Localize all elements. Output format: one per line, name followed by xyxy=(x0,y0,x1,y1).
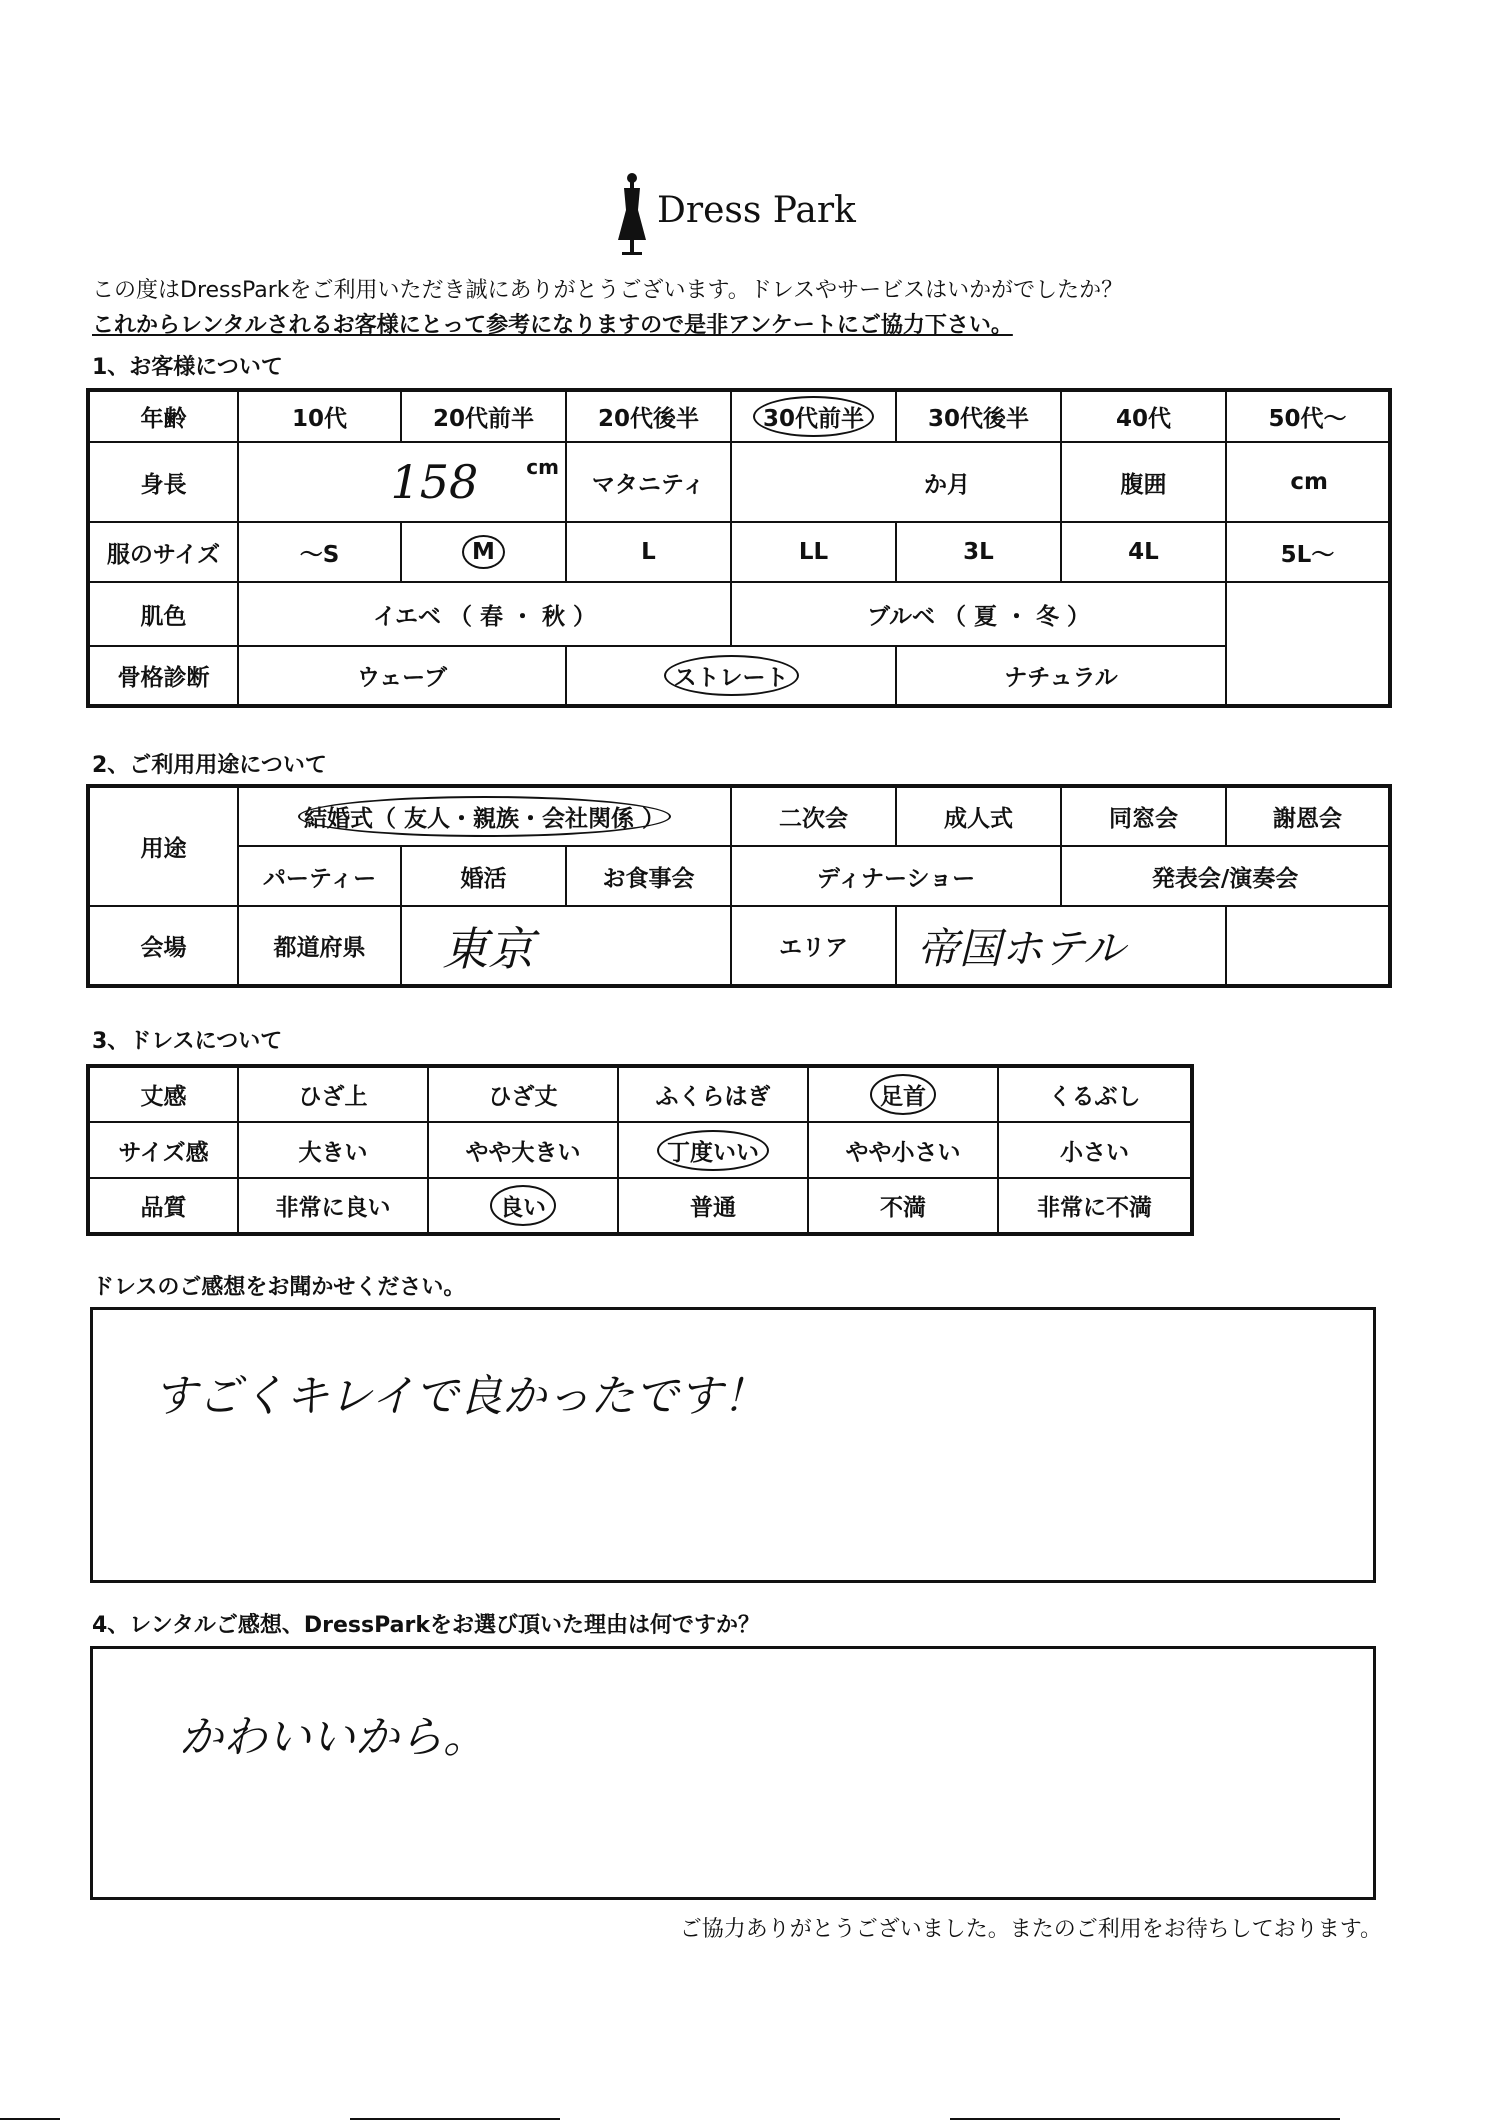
skin-blue-option[interactable]: ブルベ （ 夏 ・ 冬 ） xyxy=(731,582,1226,646)
fit-row xyxy=(88,1122,1192,1178)
impressions-prompt: ドレスのご感想をお聞かせください。 xyxy=(92,1275,466,1300)
quality-row xyxy=(88,1178,1192,1234)
area-field[interactable] xyxy=(896,906,1226,986)
logo xyxy=(612,170,856,260)
maternity-label: マタニティ xyxy=(566,442,731,522)
intro-line-1: この度はDressParkをご利用いただき誠にありがとうございます。ドレスやサービスはいかがでしたか？ xyxy=(92,278,1124,303)
maternity-unit: か月 xyxy=(924,471,970,498)
quality-option[interactable]: 普通 xyxy=(618,1178,808,1234)
length-option[interactable]: ひざ丈 xyxy=(428,1066,618,1122)
waist-unit: cm xyxy=(1290,469,1328,495)
frame-row xyxy=(88,646,1390,706)
purpose-label: 用途 xyxy=(88,786,238,906)
length-option[interactable]: ふくらはぎ xyxy=(618,1066,808,1122)
size-row xyxy=(88,522,1390,582)
scan-mark xyxy=(350,2118,560,2120)
size-option[interactable]: 5L～ xyxy=(1226,522,1390,582)
section-1-title: 1、お客様について xyxy=(92,355,283,380)
purpose-row-1 xyxy=(88,786,1390,846)
footer-thanks: ご協力ありがとうございました。またのご利用をお待ちしております。 xyxy=(679,1917,1382,1942)
age-row xyxy=(88,390,1390,442)
purpose-option[interactable]: 謝恩会 xyxy=(1226,786,1390,846)
frame-option[interactable]: ウェーブ xyxy=(238,646,566,706)
scan-mark xyxy=(950,2118,1340,2120)
fit-label: サイズ感 xyxy=(88,1122,238,1178)
wedding-option[interactable] xyxy=(238,786,731,846)
section-4-title: 4、レンタルご感想、DressParkをお選び頂いた理由は何ですか？ xyxy=(92,1613,760,1638)
waist-field[interactable] xyxy=(1226,442,1390,522)
frame-option[interactable]: ナチュラル xyxy=(896,646,1226,706)
impressions-answer: すごくキレイで良かったです！ xyxy=(153,1371,767,1422)
skin-row xyxy=(88,582,1390,646)
selection-circle: M xyxy=(462,535,505,569)
skin-label: 肌色 xyxy=(88,582,238,646)
purpose-option[interactable]: パーティー xyxy=(238,846,401,906)
length-option-selected[interactable] xyxy=(808,1066,998,1122)
quality-option[interactable]: 非常に不満 xyxy=(998,1178,1192,1234)
dress-table xyxy=(86,1064,1194,1236)
age-option[interactable]: 30代後半 xyxy=(896,390,1061,442)
quality-label: 品質 xyxy=(88,1178,238,1234)
reason-textarea[interactable] xyxy=(90,1646,1376,1900)
empty-cell xyxy=(1226,906,1390,986)
purpose-option[interactable]: 二次会 xyxy=(731,786,896,846)
logo-text: Dress Park xyxy=(657,190,856,231)
scan-mark xyxy=(0,2118,60,2120)
age-option-selected[interactable] xyxy=(731,390,896,442)
selection-circle: ストレート xyxy=(664,655,799,696)
age-option[interactable]: 10代 xyxy=(238,390,401,442)
pref-label: 都道府県 xyxy=(238,906,401,986)
impressions-textarea[interactable] xyxy=(90,1307,1376,1583)
venue-label: 会場 xyxy=(88,906,238,986)
frame-label: 骨格診断 xyxy=(88,646,238,706)
size-option[interactable]: 4L xyxy=(1061,522,1226,582)
area-label: エリア xyxy=(731,906,896,986)
height-unit: cm xyxy=(526,455,559,479)
pref-field[interactable] xyxy=(401,906,731,986)
selection-circle: 良い xyxy=(490,1185,556,1226)
height-field[interactable] xyxy=(238,442,566,522)
intro-line-2: これからレンタルされるお客様にとって参考になりますので是非アンケートにご協力下さい。 xyxy=(92,313,1013,338)
age-option[interactable]: 40代 xyxy=(1061,390,1226,442)
purpose-option[interactable]: 成人式 xyxy=(896,786,1061,846)
height-label: 身長 xyxy=(88,442,238,522)
purpose-option[interactable]: 発表会/演奏会 xyxy=(1061,846,1390,906)
purpose-row-2 xyxy=(88,846,1390,906)
pref-value: 東京 xyxy=(442,921,534,976)
height-value: 158 xyxy=(390,455,479,509)
selection-circle: 30代前半 xyxy=(753,396,874,437)
customer-table xyxy=(86,388,1392,708)
size-option[interactable]: L xyxy=(566,522,731,582)
size-option-selected[interactable] xyxy=(401,522,566,582)
purpose-option[interactable]: 婚活 xyxy=(401,846,566,906)
size-option[interactable]: LL xyxy=(731,522,896,582)
length-option[interactable]: ひざ上 xyxy=(238,1066,428,1122)
age-option[interactable]: 20代後半 xyxy=(566,390,731,442)
length-row xyxy=(88,1066,1192,1122)
venue-row xyxy=(88,906,1390,986)
waist-label: 腹囲 xyxy=(1061,442,1226,522)
selection-circle: 丁度いい xyxy=(657,1130,769,1171)
purpose-option[interactable]: 同窓会 xyxy=(1061,786,1226,846)
fit-option[interactable]: 大きい xyxy=(238,1122,428,1178)
length-label: 丈感 xyxy=(88,1066,238,1122)
fit-option[interactable]: やや小さい xyxy=(808,1122,998,1178)
length-option[interactable]: くるぶし xyxy=(998,1066,1192,1122)
purpose-table xyxy=(86,784,1392,988)
purpose-option[interactable]: ディナーショー xyxy=(731,846,1061,906)
dress-mannequin-icon xyxy=(612,170,652,260)
purpose-option[interactable]: お食事会 xyxy=(566,846,731,906)
age-label: 年齢 xyxy=(88,390,238,442)
empty-cell xyxy=(1226,646,1390,706)
height-row xyxy=(88,442,1390,522)
frame-option-selected[interactable] xyxy=(566,646,896,706)
quality-option[interactable]: 非常に良い xyxy=(238,1178,428,1234)
area-value: 帝国ホテル xyxy=(917,923,1125,973)
fit-option[interactable]: やや大きい xyxy=(428,1122,618,1178)
section-2-title: 2、ご利用用途について xyxy=(92,753,327,778)
fit-option[interactable]: 小さい xyxy=(998,1122,1192,1178)
size-option[interactable]: 3L xyxy=(896,522,1061,582)
section-3-title: 3、ドレスについて xyxy=(92,1029,283,1054)
fit-option-selected[interactable] xyxy=(618,1122,808,1178)
reason-answer: かわいいから。 xyxy=(179,1712,487,1763)
empty-cell xyxy=(1226,582,1390,646)
skin-yellow-option[interactable]: イエベ （ 春 ・ 秋 ） xyxy=(238,582,731,646)
quality-option[interactable]: 不満 xyxy=(808,1178,998,1234)
selection-circle: 結婚式（ 友人・親族・会社関係 ） xyxy=(298,796,671,837)
age-option[interactable]: 50代～ xyxy=(1226,390,1390,442)
quality-option-selected[interactable] xyxy=(428,1178,618,1234)
selection-circle: 足首 xyxy=(870,1074,936,1115)
maternity-field[interactable] xyxy=(731,442,1061,522)
size-label: 服のサイズ xyxy=(88,522,238,582)
size-option[interactable]: ～S xyxy=(238,522,401,582)
age-option[interactable]: 20代前半 xyxy=(401,390,566,442)
